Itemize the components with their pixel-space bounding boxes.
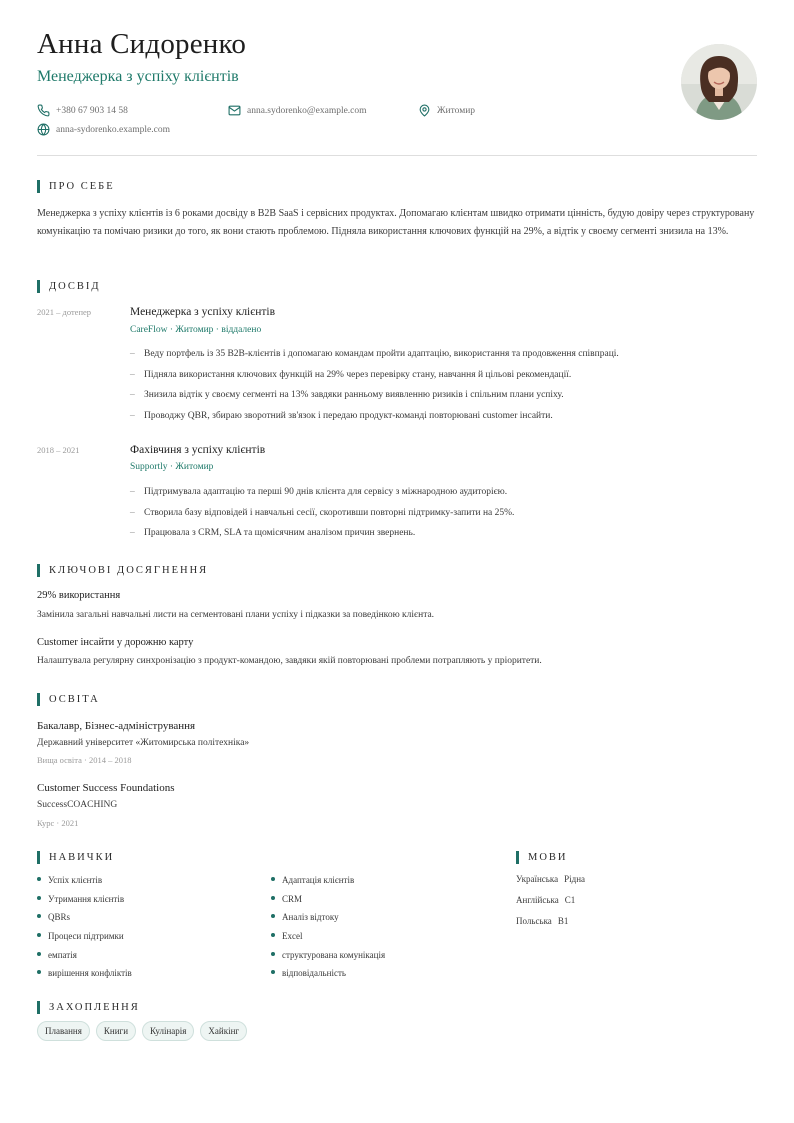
education-school: SuccessCOACHING [37, 800, 118, 810]
job-dates: 2018 – 2021 [37, 445, 80, 455]
language-name: Українська [516, 874, 559, 884]
skill-item: емпатія [37, 949, 132, 968]
education-school: Державний університет «Житомирська політехніка» [37, 738, 250, 748]
skill-item: вирішення конфліктів [37, 967, 132, 986]
phone-text: +380 67 903 14 58 [56, 105, 128, 116]
section-accent-bar [516, 851, 519, 864]
job-bullet: – Знизила відтік у своєму сегменті на 13% завдяки ранньому виявленню ризиків і спільним плани успіху. [130, 387, 757, 408]
section-accent-bar [37, 693, 40, 706]
section-accent-bar [37, 1001, 40, 1014]
skill-item: QBRs [37, 911, 132, 930]
contact-email [228, 104, 367, 117]
job-bullet: – Працювала з CRM, SLA та щомісячним аналізом причин звернень. [130, 525, 757, 546]
about-text: Менеджерка з успіху клієнтів із 6 роками досвіду в B2B SaaS і сервісних продуктах. Допомагаю клієнтам швидко отримати цінність, будую довіру через структуровану комунікацію та помічаю ризики до того, як вони стають проблемою. Підняла використання ключових функцій на 29%, а відтік у своєму сегменті знизила на 13%. [37, 208, 755, 237]
education-degree: Бакалавр, Бізнес-адміністрування [37, 720, 196, 732]
job-bullet: – Створила базу відповідей і навчальні сесії, скоротивши повторні підтримку-запити на 25%. [130, 505, 757, 526]
section-title: МОВИ [528, 852, 568, 863]
contact-website [37, 123, 170, 136]
profile-photo [681, 44, 757, 120]
section-header-interests [37, 1001, 140, 1014]
interest-tag: Кулінарія [142, 1021, 194, 1041]
interest-tag: Хайкінг [200, 1021, 247, 1041]
achievement-title: Customer інсайти у дорожню карту [37, 637, 194, 648]
mail-icon [228, 104, 241, 117]
skill-item: Процеси підтримки [37, 930, 132, 949]
resume-page [37, 0, 757, 1123]
phone-icon [37, 104, 50, 117]
section-accent-bar [37, 564, 40, 577]
skill-item: структурована комунікація [271, 949, 385, 968]
job-bullet: – Веду портфель із 35 B2B-клієнтів і допомагаю командам пройти адаптацію, використання та продовження співпраці. [130, 346, 757, 367]
skill-item: Адаптація клієнтів [271, 874, 385, 893]
section-header-education [37, 693, 100, 706]
language-item [516, 916, 568, 926]
job-role: Менеджерка з успіху клієнтів [37, 68, 239, 85]
contact-phone [37, 104, 128, 117]
achievement-description: Налаштувала регулярну синхронізацію з продукт-командою, завдяки якій повторювані проблеми потрапляють у пріоритети. [37, 656, 542, 666]
contact-location [418, 104, 475, 117]
section-title: ОСВІТА [49, 694, 100, 705]
job-bullet: – Проводжу QBR, збираю зворотний зв'язок і передаю продукт-команді повторювані customer інсайти. [130, 408, 757, 429]
section-header-languages [516, 851, 568, 864]
location-text: Житомир [437, 105, 476, 116]
section-accent-bar [37, 851, 40, 864]
skills-list-left [37, 874, 132, 986]
skill-item: Успіх клієнтів [37, 874, 132, 893]
job-bullets [130, 346, 757, 428]
job-title: Менеджерка з успіху клієнтів [130, 306, 275, 318]
education-meta: Вища освіта · 2014 – 2018 [37, 755, 132, 765]
interest-tag: Плавання [37, 1021, 90, 1041]
language-item [516, 874, 585, 884]
language-item [516, 895, 575, 905]
job-bullets [130, 484, 757, 546]
interest-tag: Книги [96, 1021, 136, 1041]
language-name: Англійська [516, 895, 559, 905]
website-text: anna-sydorenko.example.com [56, 124, 170, 135]
education-meta: Курс · 2021 [37, 818, 79, 828]
job-dates: 2021 – дотепер [37, 307, 92, 317]
language-name: Польська [516, 916, 552, 926]
section-header-experience [37, 280, 101, 293]
header-divider [37, 155, 757, 156]
map-pin-icon [418, 104, 431, 117]
section-title: ПРО СЕБЕ [49, 181, 115, 192]
language-level: Рідна [564, 874, 586, 884]
skill-item: CRM [271, 893, 385, 912]
section-accent-bar [37, 280, 40, 293]
section-title: КЛЮЧОВІ ДОСЯГНЕННЯ [49, 565, 209, 576]
section-header-about [37, 180, 115, 193]
skill-item: Аналіз відтоку [271, 911, 385, 930]
section-accent-bar [37, 180, 40, 193]
section-header-skills [37, 851, 114, 864]
person-name: Анна Сидоренко [37, 28, 247, 60]
skill-item: Утримання клієнтів [37, 893, 132, 912]
globe-icon [37, 123, 50, 136]
education-degree: Customer Success Foundations [37, 782, 175, 794]
section-title: ДОСВІД [49, 281, 101, 292]
job-title: Фахівчиня з успіху клієнтів [130, 444, 266, 456]
section-header-achievements [37, 564, 208, 577]
language-level: C1 [564, 895, 576, 905]
achievement-title: 29% використання [37, 590, 121, 601]
skill-item: Excel [271, 930, 385, 949]
section-title: НАВИЧКИ [49, 852, 115, 863]
skills-list-right [271, 874, 385, 986]
section-title: ЗАХОПЛЕННЯ [49, 1002, 140, 1013]
job-bullet: – Підтримувала адаптацію та перші 90 днів клієнта для сервісу з міжнародною аудиторією. [130, 484, 757, 505]
job-company: Supportly · Житомир [130, 462, 214, 472]
email-text: anna.sydorenko@example.com [247, 105, 367, 116]
language-level: B1 [557, 916, 569, 926]
achievement-description: Замінила загальні навчальні листи на сегментовані плани успіху і підказки за поведінкою клієнта. [37, 610, 435, 620]
skill-item: відповідальність [271, 967, 385, 986]
job-bullet: – Підняла використання ключових функцій на 29% через перевірку стану, навчання й цільові рекомендації. [130, 367, 757, 388]
job-company: CareFlow · Житомир · віддалено [130, 325, 262, 335]
interest-tags [37, 1021, 253, 1041]
